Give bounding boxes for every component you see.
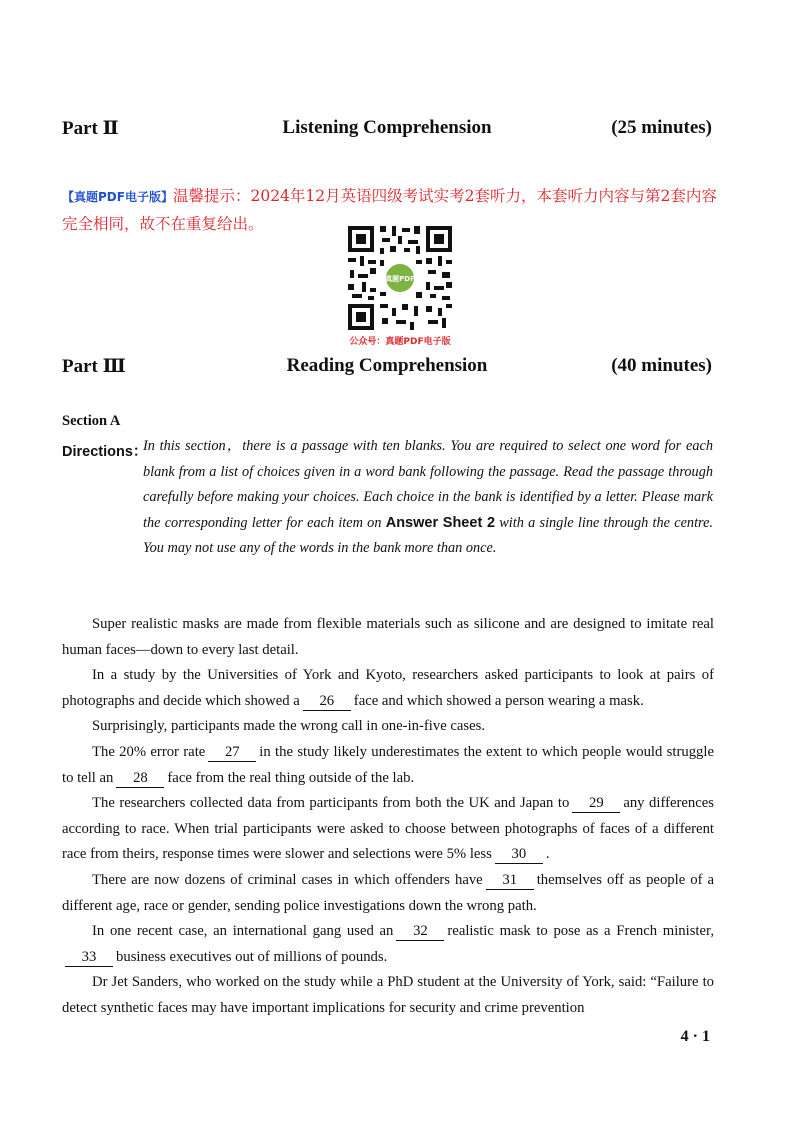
text: business executives out of millions of pounds. xyxy=(116,948,388,965)
section-a-title: Section A xyxy=(62,413,121,429)
part-time: (40 minutes) xyxy=(611,355,712,376)
qr-code xyxy=(346,224,454,332)
blank-26: 26 xyxy=(303,693,351,711)
text: In one recent case, an international gang used an xyxy=(92,923,394,940)
part-time: (25 minutes) xyxy=(611,117,712,138)
text: . xyxy=(545,846,550,863)
paragraph-8: Dr Jet Sanders, who worked on the study while a PhD student at the University of York, said: “Failure to detect synthetic faces may have important implications for security and crime prevention xyxy=(62,974,714,1016)
text: themselves off as people of a different age, race or gender, sending police investigations down the wrong path. xyxy=(62,871,715,914)
qr-code-graphic xyxy=(346,224,454,332)
text: face and which showed a person wearing a mask. xyxy=(353,692,644,709)
paragraph-4 xyxy=(62,740,714,791)
blank-29: 29 xyxy=(572,795,620,813)
paragraph-7 xyxy=(62,919,714,970)
text: any differences according to race. When trial participants were asked to choose between photographs of faces of a different race from theirs, response times were slower and selections were 5% less xyxy=(62,795,714,863)
notice-text: 温馨提示：2024年12月英语四级考试实考2套听力，本套听力内容与第2套内容完全相同，故不在重复给出。 xyxy=(62,187,717,233)
blank-31: 31 xyxy=(486,872,534,890)
paragraph-1: Super realistic masks are made from flexible materials such as silicone and are designed to imitate real human faces—down to every last detail. xyxy=(62,616,714,658)
text: The researchers collected data from participants from both the UK and Japan to xyxy=(92,795,570,812)
paragraph-6 xyxy=(62,868,714,919)
text: There are now dozens of criminal cases in which offenders have xyxy=(92,871,483,888)
blank-27: 27 xyxy=(208,744,256,762)
directions-text-1: In this section，there is a passage with ten blanks. You are required to select one word for each blank from a list of choices given in a word bank following the passage. Read the passage through carefully before making your choices. Each choice in the bank is identified by a letter. Please mark the corresponding letter for each item on xyxy=(143,438,713,531)
notice-tag: 【真题PDF电子版】 xyxy=(62,190,173,204)
answer-sheet-label: Answer Sheet 2 xyxy=(385,514,496,531)
passage xyxy=(62,612,714,1022)
part-3-header xyxy=(62,355,712,385)
blank-28: 28 xyxy=(116,770,164,788)
directions-text xyxy=(143,434,713,562)
text: In a study by the Universities of York and Kyoto, researchers asked participants to look at pairs of photographs and decide which showed a xyxy=(62,667,714,709)
blank-32: 32 xyxy=(396,923,444,941)
paragraph-3: Surprisingly, participants made the wrong call in one-in-five cases. xyxy=(92,718,486,735)
paragraph-5 xyxy=(62,791,714,868)
text: realistic mask to pose as a French minister, xyxy=(447,923,714,940)
qr-center-label: 真题PDF xyxy=(385,275,415,283)
part-2-header xyxy=(62,117,712,147)
text: The 20% error rate xyxy=(92,743,206,760)
page-number: 4 · 1 xyxy=(680,1028,710,1045)
part-label: Part Ⅲ xyxy=(62,356,126,377)
qr-caption: 公众号：真题PDF电子版 xyxy=(349,337,451,347)
part-title: Reading Comprehension xyxy=(286,355,488,376)
blank-33: 33 xyxy=(65,949,113,967)
text: in the study likely underestimates the extent to which people would struggle to tell an xyxy=(62,743,714,786)
part-title: Listening Comprehension xyxy=(282,117,492,138)
directions-label: Directions： xyxy=(62,444,148,460)
directions-text-2: with a single line through the centre. You may not use any of the words in the bank more than once. xyxy=(143,514,713,556)
paragraph-2 xyxy=(62,663,714,714)
text: face from the real thing outside of the lab. xyxy=(167,769,415,786)
blank-30: 30 xyxy=(495,846,543,864)
part-label: Part Ⅱ xyxy=(62,118,119,139)
